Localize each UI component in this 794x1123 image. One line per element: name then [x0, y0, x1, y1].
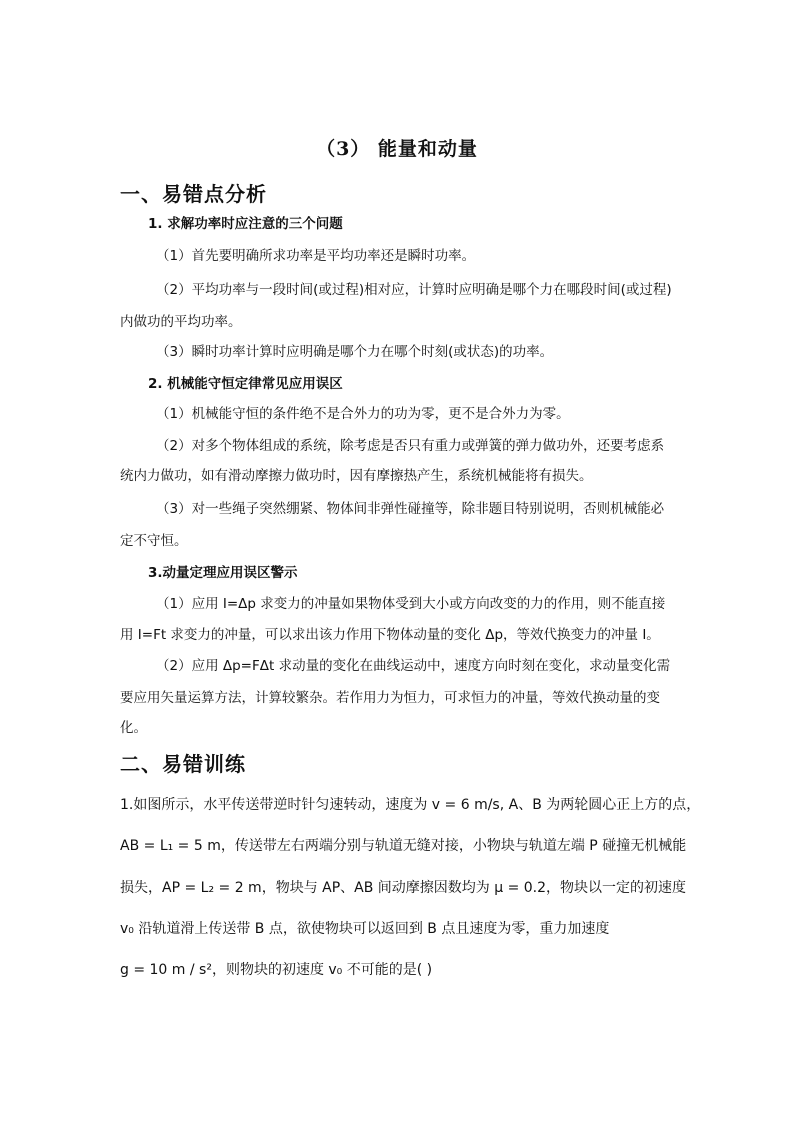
question-line: 损失，AP = L₂ = 2 m，物块与 AP、AB 间动摩擦因数均为 μ = 0.2，物块以一定的初速度 [120, 880, 687, 896]
subheading-momentum: 3.动量定理应用误区警示 [148, 565, 298, 581]
paragraph-line: （1）机械能守恒的条件绝不是合外力的功为零，更不是合外力为零。 [156, 406, 570, 422]
subheading-power: 1. 求解功率时应注意的三个问题 [148, 216, 343, 232]
paragraph-line: 内做功的平均功率。 [120, 314, 242, 330]
paragraph-line: 要应用矢量运算方法，计算较繁杂。若作用力为恒力，可求恒力的冲量，等效代换动量的变 [120, 690, 660, 706]
paragraph-line: （2）对多个物体组成的系统，除考虑是否只有重力或弹簧的弹力做功外，还要考虑系 [156, 438, 665, 454]
paragraph-line: （2）应用 Δp=FΔt 求动量的变化在曲线运动中，速度方向时刻在变化，求动量变化需 [156, 658, 671, 674]
paragraph-line: 用 I=Ft 求变力的冲量，可以求出该力作用下物体动量的变化 Δp，等效代换变力的冲量 I。 [120, 627, 660, 643]
paragraph-line: （3）瞬时功率计算时应明确是哪个力在哪个时刻(或状态)的功率。 [156, 344, 554, 360]
question-line: 1.如图所示，水平传送带逆时针匀速转动，速度为 v = 6 m/s, A、B 为两轮圆心正上方的点， [120, 797, 701, 813]
paragraph-line: 化。 [120, 720, 147, 736]
question-line: g = 10 m / s²，则物块的初速度 v₀ 不可能的是( ) [120, 962, 433, 978]
paragraph-line: （1）首先要明确所求功率是平均功率还是瞬时功率。 [156, 248, 476, 264]
section-heading-training: 二、易错训练 [120, 752, 246, 776]
paragraph-line: （2）平均功率与一段时间(或过程)相对应，计算时应明确是哪个力在哪段时间(或过程) [156, 282, 672, 298]
paragraph-line: 定不守恒。 [120, 533, 188, 549]
page-title: （3） 能量和动量 [316, 138, 478, 160]
subheading-energy: 2. 机械能守恒定律常见应用误区 [148, 376, 343, 392]
question-line: AB = L₁ = 5 m，传送带左右两端分别与轨道无缝对接，小物块与轨道左端 P 碰撞无机械能 [120, 838, 687, 854]
section-heading-analysis: 一、易错点分析 [120, 182, 267, 206]
paragraph-line: 统内力做功，如有滑动摩擦力做功时，因有摩擦热产生，系统机械能将有损失。 [120, 468, 593, 484]
paragraph-line: （3）对一些绳子突然绷紧、物体间非弹性碰撞等，除非题目特别说明，否则机械能必 [156, 501, 665, 517]
paragraph-line: （1）应用 I=Δp 求变力的冲量如果物体受到大小或方向改变的力的作用，则不能直接 [156, 596, 666, 612]
question-line: v₀ 沿轨道滑上传送带 B 点，欲使物块可以返回到 B 点且速度为零，重力加速度 [120, 921, 610, 937]
